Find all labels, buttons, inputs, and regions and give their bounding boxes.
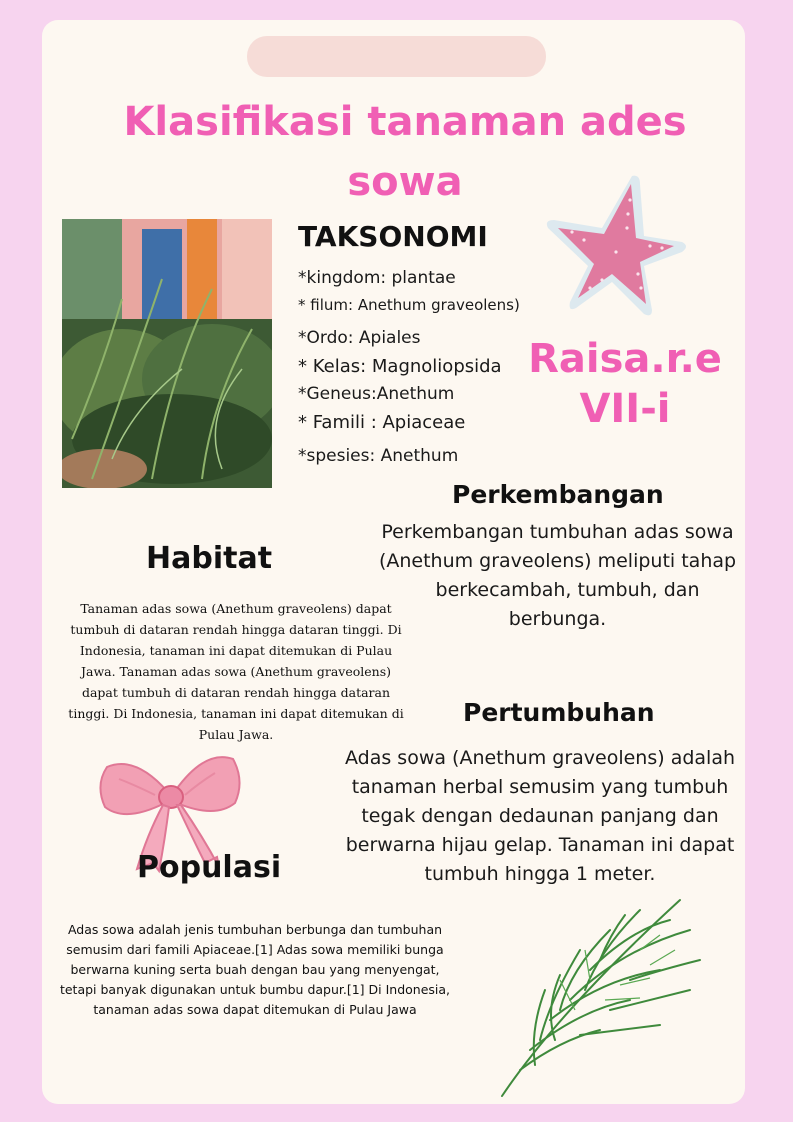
- taxonomy-heading: TAKSONOMI: [298, 220, 488, 253]
- habitat-line: Jawa. Tanaman adas sowa (Anethum graveolens): [80, 664, 392, 679]
- habitat-line: Indonesia, tanaman ini dapat ditemukan di Pulau: [79, 643, 393, 658]
- perkembangan-line: berbunga.: [508, 608, 607, 630]
- author-class: VII-i: [579, 386, 671, 432]
- pertumbuhan-line: tumbuh hingga 1 meter.: [424, 863, 656, 885]
- habitat-heading: Habitat: [146, 541, 273, 576]
- taxonomy-kingdom: *kingdom: plantae: [298, 268, 456, 288]
- author-name: Raisa.r.e: [528, 336, 722, 382]
- populasi-line: tanaman adas sowa dapat ditemukan di Pulau Jawa: [93, 1002, 417, 1017]
- pertumbuhan-text: [340, 744, 740, 889]
- pertumbuhan-line: tanaman herbal semusim yang tumbuh: [351, 776, 729, 798]
- author-block: [525, 334, 725, 434]
- taxonomy-genus: *Geneus:Anethum: [298, 384, 455, 404]
- populasi-line: berwarna kuning serta buah dengan bau yang menyengat,: [70, 962, 440, 977]
- populasi-text: [40, 920, 470, 1020]
- taxonomy-spesies: *spesies: Anethum: [298, 446, 459, 466]
- habitat-line: Pulau Jawa.: [198, 727, 274, 742]
- perkembangan-line: berkecambah, tumbuh, dan: [435, 579, 700, 601]
- habitat-text: [40, 598, 432, 745]
- perkembangan-line: Perkembangan tumbuhan adas sowa: [381, 521, 734, 543]
- habitat-line: tinggi. Di Indonesia, tanaman ini dapat ditemukan di: [68, 706, 404, 721]
- populasi-line: Adas sowa adalah jenis tumbuhan berbunga dan tumbuhan: [67, 922, 443, 937]
- starfish-icon: [540, 170, 690, 320]
- pertumbuhan-heading: Pertumbuhan: [463, 698, 655, 727]
- page-title: Klasifikasi tanaman ades sowa: [123, 99, 687, 205]
- taxonomy-filum: * filum: Anethum graveolens): [298, 296, 520, 314]
- pertumbuhan-line: tegak dengan dedaunan panjang dan: [361, 805, 719, 827]
- populasi-heading: Populasi: [137, 850, 282, 885]
- dill-sprig-icon: [490, 890, 710, 1100]
- habitat-line: Tanaman adas sowa (Anethum graveolens) dapat: [80, 601, 392, 616]
- perkembangan-line: (Anethum graveolens) meliputi tahap: [378, 550, 737, 572]
- taxonomy-ordo: *Ordo: Apiales: [298, 328, 421, 348]
- habitat-line: tumbuh di dataran rendah hingga dataran tinggi. Di: [70, 622, 402, 637]
- taxonomy-kelas: * Kelas: Magnoliopsida: [298, 356, 502, 377]
- pertumbuhan-line: berwarna hijau gelap. Tanaman ini dapat: [345, 834, 735, 856]
- dill-plant-photo: [62, 219, 272, 488]
- pertumbuhan-line: Adas sowa (Anethum graveolens) adalah: [344, 747, 736, 769]
- perkembangan-heading: Perkembangan: [452, 480, 664, 509]
- header-pill-decoration: [247, 36, 546, 77]
- populasi-line: tetapi banyak digunakan untuk bumbu dapur.[1] Di Indonesia,: [59, 982, 451, 997]
- populasi-line: semusim dari famili Apiaceae.[1] Adas sowa memiliki bunga: [66, 942, 444, 957]
- taxonomy-famili: * Famili : Apiaceae: [298, 412, 466, 433]
- habitat-line: dapat tumbuh di dataran rendah hingga dataran: [81, 685, 391, 700]
